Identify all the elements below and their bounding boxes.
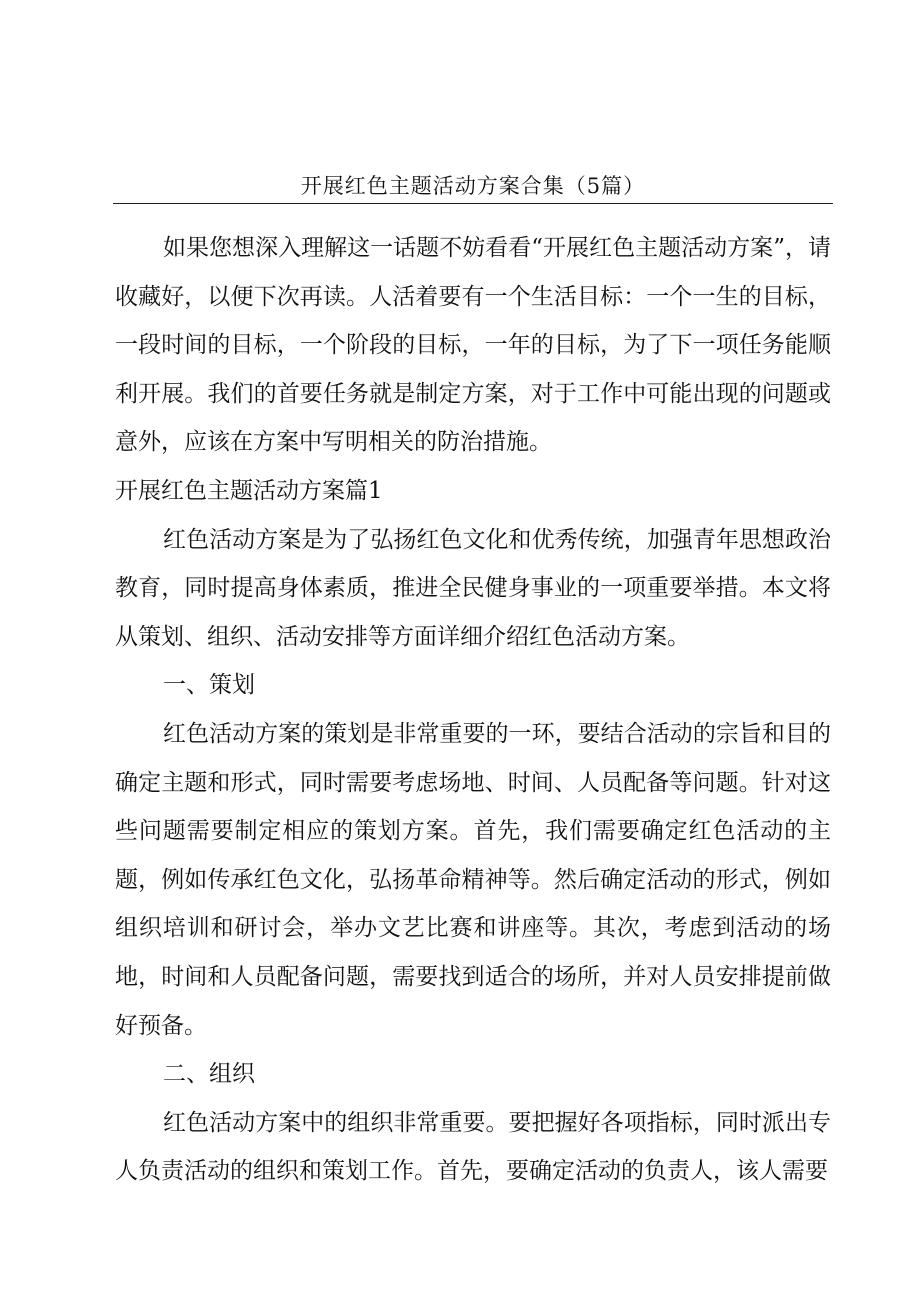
section-title: 开展红色主题活动方案篇1	[115, 477, 383, 504]
title-underline	[113, 203, 833, 204]
intro-paragraph: 如果您想深入理解这一话题不妨看看“开展红色主题活动方案”，请收藏好，以便下次再读。人活着要有一个生活目标：一个一生的目标，一段时间的目标，一个阶段的目标，一年的目标，为了下一项任务能顺利开展。我们的首要任务就是制定方案，对于工作中可能出现的问题或意外，应该在方案中写明相关的防治措施。	[115, 235, 831, 456]
document-body	[115, 224, 831, 1196]
paragraph-overview: 红色活动方案是为了弘扬红色文化和优秀传统，加强青年思想政治教育，同时提高身体素质，推进全民健身事业的一项重要举措。本文将从策划、组织、活动安排等方面详细介绍红色活动方案。	[115, 526, 831, 650]
subheading-organization: 二、组织	[163, 1061, 255, 1088]
subheading-planning: 一、策划	[163, 672, 255, 699]
paragraph-planning: 红色活动方案的策划是非常重要的一环，要结合活动的宗旨和目的确定主题和形式，同时需要考虑场地、时间、人员配备等问题。针对这些问题需要制定相应的策划方案。首先，我们需要确定红色活动的主题，例如传承红色文化，弘扬革命精神等。然后确定活动的形式，例如组织培训和研讨会，举办文艺比赛和讲座等。其次，考虑到活动的场地，时间和人员配备问题，需要找到适合的场所，并对人员安排提前做好预备。	[115, 720, 831, 1039]
paragraph-organization: 红色活动方案中的组织非常重要。要把握好各项指标，同时派出专人负责活动的组织和策划工作。首先，要确定活动的负责人，该人需要	[115, 1109, 831, 1185]
document-title: 开展红色主题活动方案合集（5篇）	[300, 174, 646, 198]
